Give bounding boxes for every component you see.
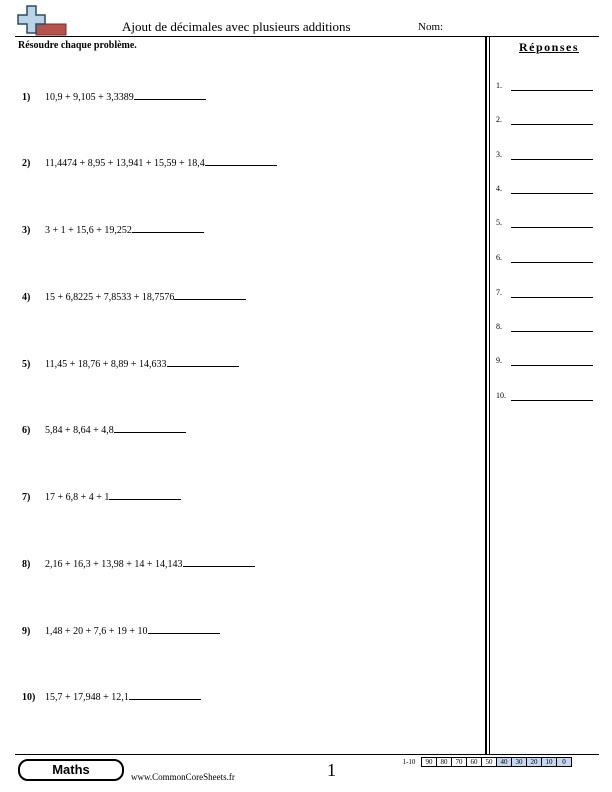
answer-line-2[interactable] <box>511 124 593 125</box>
problem-expression: 15,7 + 17,948 + 12,1 <box>45 692 129 703</box>
problem-number: 4) <box>22 292 31 303</box>
page-number: 1 <box>327 760 336 780</box>
score-cell: 30 <box>511 757 527 767</box>
column-divider <box>485 36 487 754</box>
score-cell: 90 <box>421 757 437 767</box>
problem-number: 10) <box>22 692 36 703</box>
answer-label-4: 4. <box>496 184 502 193</box>
problem-2 <box>22 155 277 169</box>
problem-expression: 10,9 + 9,105 + 3,3389 <box>45 92 134 103</box>
score-cell: 60 <box>466 757 482 767</box>
answer-label-3: 3. <box>496 150 502 159</box>
problem-expression: 1,48 + 20 + 7,6 + 19 + 10 <box>45 626 148 637</box>
answer-blank[interactable] <box>167 356 239 367</box>
answer-label-7: 7. <box>496 288 502 297</box>
instructions: Résoudre chaque problème. <box>18 40 137 51</box>
answer-blank[interactable] <box>174 289 246 300</box>
problem-9 <box>22 623 220 637</box>
problem-number: 3) <box>22 225 31 236</box>
problem-6 <box>22 422 186 436</box>
problem-number: 1) <box>22 92 31 103</box>
answer-blank[interactable] <box>205 155 277 166</box>
answer-label-6: 6. <box>496 253 502 262</box>
subject-badge: Maths <box>18 759 124 781</box>
problem-expression: 15 + 6,8225 + 7,8533 + 18,7576 <box>45 292 175 303</box>
score-range: 1-10 <box>402 758 416 766</box>
header-rule <box>15 36 599 37</box>
problem-number: 5) <box>22 359 31 370</box>
answer-line-8[interactable] <box>511 331 593 332</box>
answer-line-10[interactable] <box>511 400 593 401</box>
answer-line-7[interactable] <box>511 297 593 298</box>
column-divider-inner <box>489 36 490 754</box>
problem-number: 9) <box>22 626 31 637</box>
answer-line-9[interactable] <box>511 365 593 366</box>
footer-rule <box>15 754 599 755</box>
problem-5 <box>22 356 239 370</box>
score-cell: 10 <box>541 757 557 767</box>
worksheet-title: Ajout de décimales avec plusieurs additions <box>122 19 351 34</box>
name-label: Nom: <box>418 21 444 33</box>
answer-line-3[interactable] <box>511 159 593 160</box>
answers-heading: Réponses <box>519 40 580 54</box>
score-cell: 80 <box>436 757 452 767</box>
score-cell: 20 <box>526 757 542 767</box>
website-link[interactable]: www.CommonCoreSheets.fr <box>131 772 235 782</box>
answer-line-4[interactable] <box>511 193 593 194</box>
problem-expression: 2,16 + 16,3 + 13,98 + 14 + 14,143 <box>45 559 183 570</box>
problem-3 <box>22 222 204 236</box>
answer-blank[interactable] <box>114 422 186 433</box>
plus-sign-logo-icon <box>16 4 68 38</box>
score-table <box>396 757 572 767</box>
problem-expression: 11,4474 + 8,95 + 13,941 + 15,59 + 18,4 <box>45 158 205 169</box>
answer-line-5[interactable] <box>511 227 593 228</box>
answer-blank[interactable] <box>132 222 204 233</box>
answer-blank[interactable] <box>148 623 220 634</box>
problem-expression: 5,84 + 8,64 + 4,8 <box>45 425 114 436</box>
score-cell: 40 <box>496 757 512 767</box>
answer-label-9: 9. <box>496 356 502 365</box>
answer-blank[interactable] <box>129 689 201 700</box>
problem-number: 2) <box>22 158 31 169</box>
answer-label-8: 8. <box>496 322 502 331</box>
problem-number: 6) <box>22 425 31 436</box>
problem-4 <box>22 289 246 303</box>
score-cell: 0 <box>556 757 572 767</box>
problem-1 <box>22 89 206 103</box>
answer-label-2: 2. <box>496 115 502 124</box>
answer-label-10: 10. <box>496 391 506 400</box>
problem-7 <box>22 489 181 503</box>
score-cell: 50 <box>481 757 497 767</box>
problem-8 <box>22 556 255 570</box>
answer-line-1[interactable] <box>511 90 593 91</box>
problem-10 <box>22 689 201 703</box>
answer-label-1: 1. <box>496 81 502 90</box>
answer-blank[interactable] <box>109 489 181 500</box>
answer-line-6[interactable] <box>511 262 593 263</box>
problem-number: 8) <box>22 559 31 570</box>
answer-blank[interactable] <box>183 556 255 567</box>
problem-expression: 3 + 1 + 15,6 + 19,252 <box>45 225 132 236</box>
problem-expression: 11,45 + 18,76 + 8,89 + 14,633 <box>45 359 167 370</box>
problem-number: 7) <box>22 492 31 503</box>
answer-label-5: 5. <box>496 218 502 227</box>
score-cell: 70 <box>451 757 467 767</box>
problem-expression: 17 + 6,8 + 4 + 1 <box>45 492 110 503</box>
answer-blank[interactable] <box>134 89 206 100</box>
